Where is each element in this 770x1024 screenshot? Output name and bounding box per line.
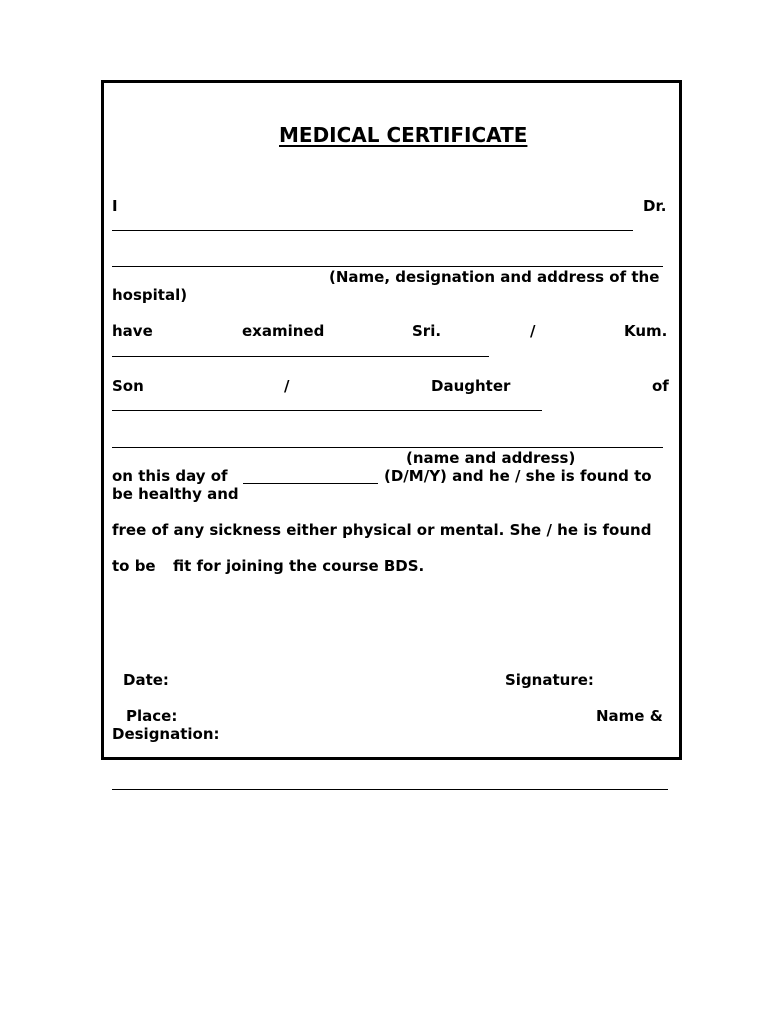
doctor-name-line (112, 230, 633, 231)
word-examined: examined (242, 322, 325, 340)
address-line (112, 447, 663, 448)
word-daughter: Daughter (431, 377, 511, 395)
parent-name-line (112, 410, 542, 411)
slash-separator: / (284, 377, 290, 395)
name-label: Name & (596, 707, 663, 725)
hospital-line (112, 266, 663, 267)
footer-rule (112, 789, 668, 790)
slash-separator: / (530, 322, 536, 340)
patient-name-line (112, 356, 489, 357)
day-continued: be healthy and (112, 485, 239, 503)
place-label: Place: (126, 707, 178, 725)
dr-label: Dr. (643, 197, 667, 215)
certificate-title: MEDICAL CERTIFICATE (279, 123, 528, 147)
date-blank-line (243, 483, 378, 484)
fit-prefix: to be (112, 557, 156, 575)
designation-label: Designation: (112, 725, 220, 743)
day-suffix: (D/M/Y) and he / she is found to (384, 467, 652, 485)
name-address-hint: (name and address) (406, 449, 576, 467)
hospital-hint: (Name, designation and address of the (329, 268, 660, 286)
day-prefix: on this day of (112, 467, 228, 485)
pronoun-i: I (112, 197, 118, 215)
word-sri: Sri. (412, 322, 442, 340)
word-kum: Kum. (624, 322, 668, 340)
date-label: Date: (123, 671, 169, 689)
sickness-statement: free of any sickness either physical or mental. She / he is found (112, 521, 652, 539)
word-son: Son (112, 377, 144, 395)
signature-label: Signature: (505, 671, 594, 689)
certificate-frame (101, 80, 682, 760)
word-of: of (652, 377, 669, 395)
hospital-hint-continued: hospital) (112, 286, 188, 304)
fitness-statement: fit for joining the course BDS. (173, 557, 425, 575)
word-have: have (112, 322, 153, 340)
